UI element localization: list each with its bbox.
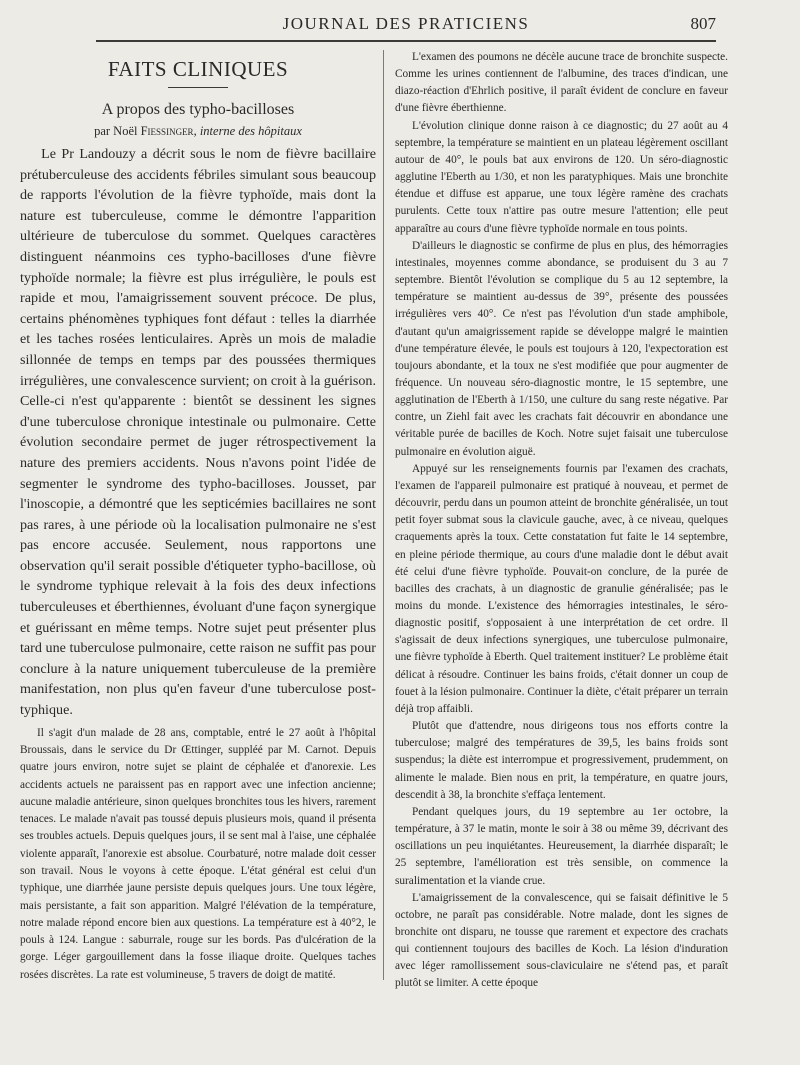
paragraph: Appuyé sur les renseignements fournis par l'examen des crachats, l'examen de l'appareil pulmonaire est pratiqué à nouveau, et permet de découvrir, perdu dans un poumon atteint de bronchite généralisée, un tout petit foyer submat sous la clavicule gauche, avec, à ce niveau, quelques craquements après la toux. Cette constatation fut faite le 14 septembre, en pleine période thermique, au cours d'une maladie dont le début avait été celui d'une fièvre typhoïde. Pouvait-on conclure, de la purée de bacilles des crachats, à un diagnostic de granulie généralisée; pas le moins du monde. L'existence des hémorragies intestinales, le séro-diagnostic positif, s'opposaient à une interprétation de cet ordre. Il s'agissait de deux infections synergiques, une tuberculose pulmonaire, une fièvre typhoïde à Eberth. Quel traitement instituer? Le problème était délicat à résoudre. Continuer les bains froids, c'était donner un coup de fouet à la lésion pulmonaire. Continuer la diète, c'était préparer un terrain déjà trop affaibli. bbox=[395, 462, 728, 715]
right-column bbox=[395, 49, 728, 989]
page-number: 807 bbox=[690, 14, 716, 33]
case-paragraph-text: Il s'agit d'un malade de 28 ans, comptable, entré le 27 août à l'hôpital Broussais, dans le service du Dr Œttinger, suppléé par M. Carnot. Depuis quatre jours environ, notre sujet se plaint de céphalée et d'anorexie. Les accidents actuels ne paraissent pas en rapport avec une infection ancienne; aucune maladie antérieure, sinon quelques bronchites tous les hivers, rarement tenaces. Le malade n'avait pas toussé depuis plusieurs mois, quand il présenta ses troubles actuels. Depuis quelques jours, il se sent mal à l'aise, une céphalée violente apparaît, l'anorexie est absolue. Courbaturé, notre malade doit cesser son travail. Nous le voyons à cette époque. L'état général est celui d'un typhique, une diarrhée jaune persiste depuis quelques jours. Une toux légère, mais persistante, a fait son apparition. Malgré l'élévation de la température, notre malade répond encore bien aux questions. La température est à 40°2, le pouls à 124. Langue : saburrale, rouge sur les bords. Pas d'ulcération de la gorge. Léger gargouillement dans la fosse iliaque droite. Quelques taches rosées discrètes. La rate est volumineuse, 5 travers de doigt de matité. bbox=[20, 726, 376, 981]
byline-prefix: par Noël bbox=[94, 124, 138, 138]
section-title-rule bbox=[168, 87, 228, 88]
column-divider bbox=[383, 50, 384, 980]
paragraph: L'examen des poumons ne décèle aucune trace de bronchite suspecte. Comme les urines contiennent de l'albumine, des traces d'indican, une diazo-réaction d'Ehrlich positive, il paraît évident de conclure en faveur d'une fièvre éberthienne. bbox=[395, 51, 728, 115]
article-title: A propos des typho-bacilloses bbox=[101, 101, 295, 118]
lead-paragraph bbox=[20, 144, 376, 721]
journal-title: JOURNAL DES PRATICIENS bbox=[282, 14, 530, 33]
paragraph: L'amaigrissement de la convalescence, qui se faisait définitive le 5 octobre, ne paraît pas considérable. Notre malade, dont les signes de bronchite ont disparu, ne tousse que rarement et expectore des crachats qui contiennent toujours des bacilles de Koch. La lésion d'induration avec léger ramollissement sous-claviculaire ne s'étend pas, et paraît plutôt se limiter. A cette époque bbox=[395, 891, 728, 989]
section-title: FAITS CLINIQUES bbox=[107, 57, 289, 81]
lead-paragraph-text: Le Pr Landouzy a décrit sous le nom de fièvre bacillaire prétuberculeuse des accidents fébriles simulant sous beaucoup de rapports l'évolution de la fièvre typhoïde, mais dont la nature est tuberculeuse, comme le démontre l'apparition ultérieure de tuberculose du sommet. Quelques caractères distinguent néanmoins ces typho-bacilloses d'une fièvre typhoïde normale; la fièvre est plus irrégulière, le pouls est rapide et mou, l'amaigrissement souvent précoce. De plus, certains phénomènes typhiques font défaut : telles la diarrhée et les taches rosées lenticulaires. Après un mois de maladie sillonnée de temps en temps par des poussées thermiques irrégulières, une convalescence survient; on croit à la guérison. Celle-ci n'est qu'apparente : bientôt se dessinent les signes d'une tuberculose chronique intestinale ou pulmonaire. Cette évolution secondaire permet de juger rétrospectivement la nature des premiers accidents. Nous n'avons point l'idée de segmenter le syndrome des typho-bacilloses. Jousset, par l'inoscopie, a démontré que les septicémies bacillaires ne sont pas rares, à une période où la localisation pulmonaire ne s'est pas encore accusée. Seulement, nous rapportons une observation qu'il serait possible d'étiqueter typho-bacillose, où le syndrome typhique relevait à la fois des deux infections tuberculeuses et éberthiennes, évoluant d'une façon synergique et guérissant en même temps. Notre sujet peut présenter plus tard une tuberculose pulmonaire, cette raison ne suffit pas pour conclure à la nature uniquement tuberculeuse de la première manifestation, non plus qu'en faveur d'une tuberculose post-typhique. bbox=[20, 146, 376, 719]
author-name: Fiessinger, bbox=[140, 124, 197, 138]
left-column bbox=[20, 53, 376, 988]
running-header bbox=[96, 14, 716, 42]
paragraph: Pendant quelques jours, du 19 septembre au 1er octobre, la température, à 37 le matin, monte le soir à 38 ou même 39, décrivant des oscillations un peu inquiétantes. Heureusement, la diarrhée disparaît; le 25 septembre, l'amélioration est très sensible, on commence la suralimentation et la viande crue. bbox=[395, 805, 728, 887]
case-paragraph bbox=[20, 725, 376, 984]
paragraph: Plutôt que d'attendre, nous dirigeons tous nos efforts contre la tuberculose; malgré des températures de 39,5, les bains froids sont suspendus; la diète est interrompue et progressivement, prudemment, on alimente le malade. Bien nous en prit, la température, en quatre jours, descendit à 38, la bronchite s'effaça lentement. bbox=[395, 720, 728, 801]
paragraph: L'évolution clinique donne raison à ce diagnostic; du 27 août au 4 septembre, la température se maintient en un plateau légèrement oscillant autour de 40°, le pouls bat aux environs de 120. Un séro-diagnostic agglutine l'Eberth au 1/30, et non les paratyphiques. Mais une bronchite étendue et diffuse est apparue, une toux légère ramène des crachats purulents. Cette toux n'attire pas outre mesure l'attention; elle peut apparaître au cours d'une fièvre typhoïde normale en tous points. bbox=[395, 119, 728, 235]
paragraph: D'ailleurs le diagnostic se confirme de plus en plus, des hémorragies intestinales, moyennes comme abondance, se produisent du 3 au 7 septembre. Bientôt l'évolution se complique du 5 au 12 septembre, la température se maintient au-dessus de 39°, présente des poussées irrégulières vers 40°. Ce n'est pas l'évolution d'un stade amphibole, d'autant qu'un amaigrissement rapide se développe malgré le maintien d'une température élevée, le pouls est toujours à 120, l'expectoration est toujours abondante, et la toux ne s'est modifiée que pour augmenter de fréquence. Un nouveau séro-diagnostic montre, le 15 septembre, une agglutination de l'Eberth à 1/150, une culture du sang reste négative. Par contre, un Ziehl fait avec les crachats fait découvrir en abondance une véritable purée de bacilles de Koch. Notre sujet faisait une tuberculose pulmonaire en évolution aiguë. bbox=[395, 239, 728, 458]
byline bbox=[20, 122, 376, 140]
author-role: interne des hôpitaux bbox=[199, 124, 302, 138]
